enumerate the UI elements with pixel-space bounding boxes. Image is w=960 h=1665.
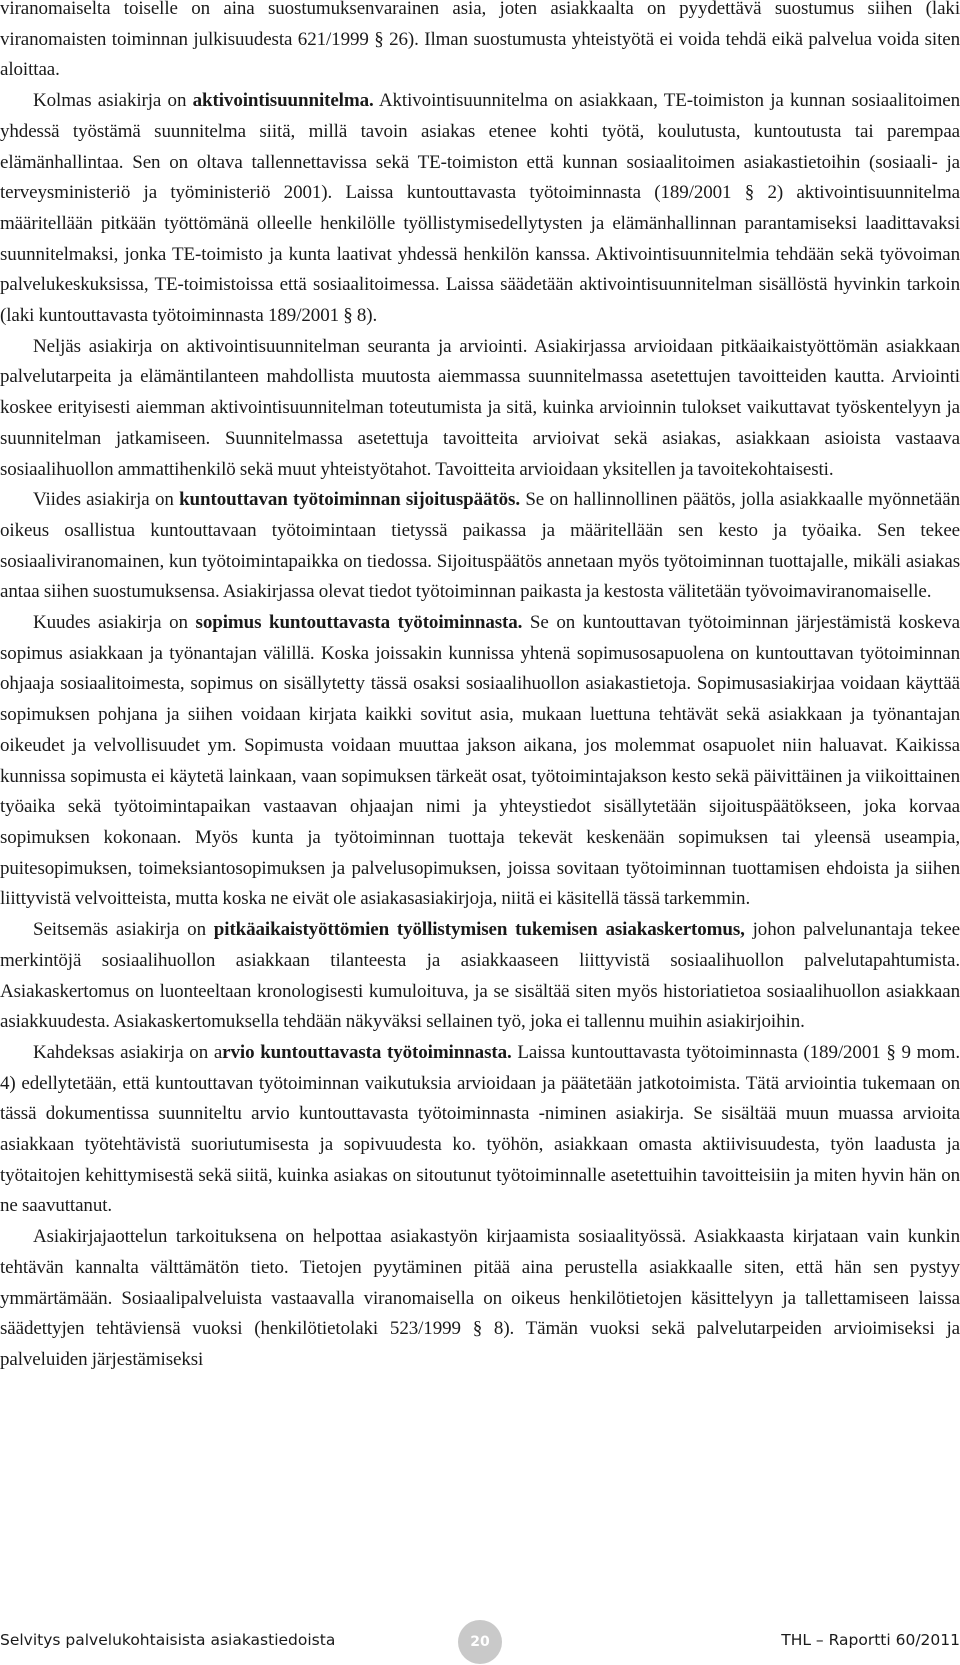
footer-report-id: THL – Raportti 60/2011 bbox=[781, 1631, 960, 1649]
text-run: Kolmas asiakirja on bbox=[33, 90, 193, 112]
paragraph bbox=[0, 332, 960, 486]
paragraph bbox=[0, 485, 960, 608]
text-run: johon palvelunantaja tekee merkintöjä sosiaalihuollon asiakkaan tilanteesta ja asiakkaaseen liittyvistä sosiaalihuollon palvelutapahtumista. Asiakaskertomus on luonteeltaan kronologisesti kumuloituva, ja se sisältää siten myös historiatietoa sosiaalihuollon asiakkaan asiakkuudesta. Asiakaskertomuksella tehdään näkyväksi sellainen työ, joka ei tallennu muihin asiakirjoihin. bbox=[0, 919, 960, 1033]
page-number: 20 bbox=[470, 1634, 490, 1650]
text-run: Asiakirjajaottelun tarkoituksena on helpottaa asiakastyön kirjaamista sosiaalityössä. Asiakkaasta kirjataan vain kunkin tehtävän kannalta välttämätön tieto. Tietojen pyytäminen pitää aina perustella asiakkaalle siten, että hän sen pystyy ymmärtämään. Sosiaalipalveluista vastaavalla viranomaisella on oikeus henkilötietojen käsittelyyn ja tallettamiseen laissa säädettyjen tehtäviensä vuoksi (henkilötietolaki 523/1999 § 8). Tämän vuoksi sekä palvelutarpeiden arvioimiseksi ja palveluiden järjestämiseksi bbox=[0, 1226, 960, 1370]
text-run: Neljäs asiakirja on aktivointisuunnitelman seuranta ja arviointi. Asiakirjassa arvioidaan pitkäaikaistyöttömän asiakkaan palvelutarpeita ja elämäntilanteen mahdollista muutosta aiemmassa suunnitelmassa asetettujen tavoitteiden kautta. Arviointi koskee erityisesti aiemman aktivointisuunnitelman toteutumista ja sitä, kuinka arvioinnin tulokset vaikuttavat työskentelyyn ja suunnitelman jatkamiseen. Suunnitelmassa asetettuja tavoitteita arvioivat sekä asiakas, asiakkaan asioista vastaava sosiaalihuollon ammattihenkilö sekä muut yhteistyötahot. Tavoitteita arvioidaan yksitellen ja tavoitekohtaisesti. bbox=[0, 335, 960, 480]
text-run: Kahdeksas asiakirja on a bbox=[33, 1041, 223, 1063]
page-footer bbox=[0, 1620, 960, 1664]
text-run: Se on kuntouttavan työtoiminnan järjestämistä koskeva sopimus asiakkaan ja työnantajan välillä. Koska joissakin kunnissa yhtenä sopimusosapuolena on kuntouttavan työtoiminnan ohjaaja sosiaalitoimesta, sopimus on sisällytetty tässä osaksi sosiaalihuollon asiakastietoja. Sopimusasiakirjaa voidaan käyttää sopimuksen pohjana ja siihen voidaan kirjata kaikki sovitut asia, mukaan luettuna tehtävät sekä asiakkaan ja työnantajan oikeudet ja velvollisuudet ym. Sopimusta voidaan muuttaa jakson aikana, jos molemmat osapuolet niin haluavat. Kaikissa kunnissa sopimusta ei käytetä lainkaan, vaan sopimuksen tärkeät osat, työtoimintajakson kesto sekä päivittäinen ja viikoittainen työaika sekä työtoimintapaikan vastaavan ohjaajan nimi ja yhteystiedot sisällytetään sijoituspäätökseen, joka korvaa sopimuksen kokonaan. Myös kunta ja työtoiminnan tuottaja tekevät keskenään sopimuksen tai yleensä useampia, puitesopimuksen, toimeksiantosopimuksen ja palvelusopimuksen, joissa sovitaan työtoiminnan tuottamisen ehdoista ja siihen liittyvistä velvoitteista, mutta koska ne eivät ole asiakasasiakirjoja, niitä ei käsitellä tässä tarkemmin. bbox=[0, 612, 960, 910]
text-run: Se on hallinnollinen päätös, jolla asiakkaalle myönnetään oikeus osallistua kuntouttavaan työtoimintaan tietyssä paikassa ja määritellään sen kesto ja työaika. Sen tekee sosiaaliviranomainen, kun työtoimintapaikka on tiedossa. Sijoituspäätös annetaan myös työtoiminnan tuottajalle, mikäli asiakas antaa siihen suostumuksensa. Asiakirjassa olevat tiedot työtoiminnan paikasta ja kestosta välitetään työvoimaviranomaiselle. bbox=[0, 489, 960, 603]
paragraph bbox=[0, 1038, 960, 1222]
bold-term: sopimus kuntouttavasta työtoiminnasta. bbox=[195, 612, 523, 634]
paragraph bbox=[0, 608, 960, 915]
bold-term: pitkäaikaistyöttömien työllistymisen tukemisen asiakaskertomus, bbox=[213, 919, 745, 941]
footer-publication-title: Selvitys palvelukohtaisista asiakastiedoista bbox=[0, 1631, 336, 1649]
text-run: Seitsemäs asiakirja on bbox=[33, 919, 214, 941]
bold-term: rvio kuntouttavasta työtoiminnasta. bbox=[222, 1041, 512, 1063]
paragraph bbox=[0, 1222, 960, 1376]
text-run: Viides asiakirja on bbox=[33, 489, 180, 511]
text-run: Aktivointisuunnitelma on asiakkaan, TE-toimiston ja kunnan sosiaalitoimen yhdessä työstämä suunnitelma siitä, millä tavoin asiakas etenee kohti työtä, koulutusta, kuntoutusta tai parempaa elämänhallintaa. Sen on oltava tallennettavissa sekä TE-toimiston että kunnan sosiaalitoimen asiakastietoihin (sosiaali- ja terveysministeriö ja työministeriö 2001). Laissa kuntouttavasta työtoiminnasta (189/2001 § 2) aktivointisuunnitelma määritellään pitkään työttömänä olleelle henkilölle työllistymisedellytysten ja elämänhallinnan parantamiseksi laadittavaksi suunnitelmaksi, jonka TE-toimisto ja kunta laativat yhdessä henkilön kanssa. Aktivointisuunnitelmia tehdään sekä työvoiman palvelukeskuksissa, TE-toimistoissa että sosiaalitoimessa. Laissa säädetään aktivointisuunnitelman sisällöstä hyvinkin tarkoin (laki kuntouttavasta työtoiminnasta 189/2001 § 8). bbox=[0, 90, 960, 327]
text-run: viranomaiselta toiselle on aina suostumuksenvarainen asia, joten asiakkaalta on pyydettävä suostumus siihen (laki viranomaisten toiminnan julkisuudesta 621/1999 § 26). Ilman suostumusta yhteistyötä ei voida tehdä eikä palvelua voida siten aloittaa. bbox=[0, 0, 960, 81]
text-run: Laissa kuntouttavasta työtoiminnasta (189/2001 § 9 mom. 4) edellytetään, että kuntouttavan työtoiminnan vaikutuksia arvioidaan ja päätetään jatkotoimista. Tätä arviointia tukemaan on tässä dokumentissa suunniteltu arvio kuntouttavasta työtoiminnasta -niminen asiakirja. Se sisältää muun muassa arvioita asiakkaan työtehtävistä suoriutumisesta ja sopivuudesta ko. työhön, asiakkaan omasta aktiivisuudesta, työn laadusta ja työtaitojen kehittymisestä sekä siitä, kuinka asiakas on sitoutunut työtoiminnalle asetettuihin tavoitteisiin ja miten hyvin hän on ne saavuttanut. bbox=[0, 1041, 960, 1217]
bold-term: aktivointisuunnitelma. bbox=[192, 90, 374, 112]
paragraph bbox=[0, 86, 960, 332]
text-run: Kuudes asiakirja on bbox=[33, 612, 196, 634]
page-number-badge bbox=[458, 1620, 502, 1664]
paragraph bbox=[0, 0, 960, 86]
bold-term: kuntouttavan työtoiminnan sijoituspäätös. bbox=[179, 489, 520, 511]
paragraph bbox=[0, 915, 960, 1038]
